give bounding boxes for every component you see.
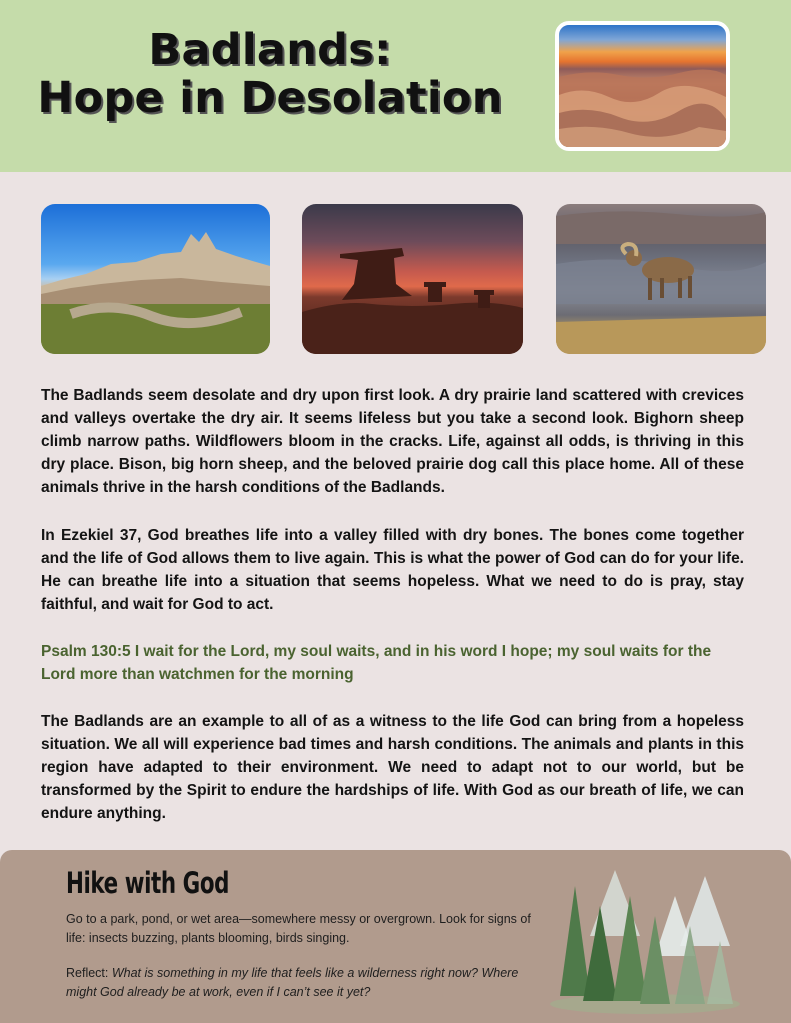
watercolor-pine-trees-illustration — [545, 866, 745, 1016]
hoodoo-sunset-photo — [302, 204, 523, 354]
intro-paragraph: The Badlands seem desolate and dry upon first look. A dry prairie land scattered with crevices and valleys overtake the dry air. It seems lifeless but you take a second look. Bighorn sheep climb narrow paths. Wildflowers bloom in the cracks. Life, against all odds, is thriving in this dry place. Bison, big horn sheep, and the beloved prairie dog call this place home. All of these animals thrive in the harsh conditions of the Badlands. — [41, 387, 744, 496]
hike-with-god-title: Hike with God — [66, 866, 230, 900]
hike-instructions: Go to a park, pond, or wet area—somewhere messy or overgrown. Look for signs of life: insects buzzing, plants blooming, birds singing. — [66, 912, 531, 945]
badlands-peaks-drawing — [41, 204, 270, 354]
reflect-question: What is something in my life that feels like a wilderness right now? Where might God already be at work, even if I can’t see it yet? — [66, 966, 519, 999]
badlands-peaks-photo — [41, 204, 270, 354]
badlands-sunset-drawing — [559, 25, 726, 147]
page-title — [20, 26, 520, 122]
bighorn-sheep-photo — [556, 204, 766, 354]
pine-trees-drawing — [545, 866, 745, 1016]
badlands-sunset-photo — [555, 21, 730, 151]
title-line-1: Badlands: — [148, 25, 392, 75]
bighorn-sheep-drawing — [556, 204, 766, 354]
ezekiel-paragraph: In Ezekiel 37, God breathes life into a valley filled with dry bones. The bones come together and the life of God allows them to live again. This is what the power of God can do for your life. He can breathe life into a situation that seems hopeless. What we need to do is pray, stay faithful, and wait for God to act. — [41, 527, 744, 613]
hoodoo-sunset-drawing — [302, 204, 523, 354]
closing-paragraph: The Badlands are an example to all of as a witness to the life God can bring from a hopeless situation. We all will experience bad times and harsh conditions. The animals and plants in this region have adapted to their environment. We need to adapt not to our world, but be transformed by the Spirit to endure the hardships of life. With God as our breath of life, we can endure anything. — [41, 713, 744, 822]
psalm-verse: Psalm 130:5 I wait for the Lord, my soul waits, and in his word I hope; my soul waits for the Lord more than watchmen for the morning — [41, 643, 712, 683]
reflect-prompt — [66, 964, 536, 1002]
reflect-label: Reflect: — [66, 966, 112, 980]
title-line-2: Hope in Desolation — [37, 73, 503, 123]
